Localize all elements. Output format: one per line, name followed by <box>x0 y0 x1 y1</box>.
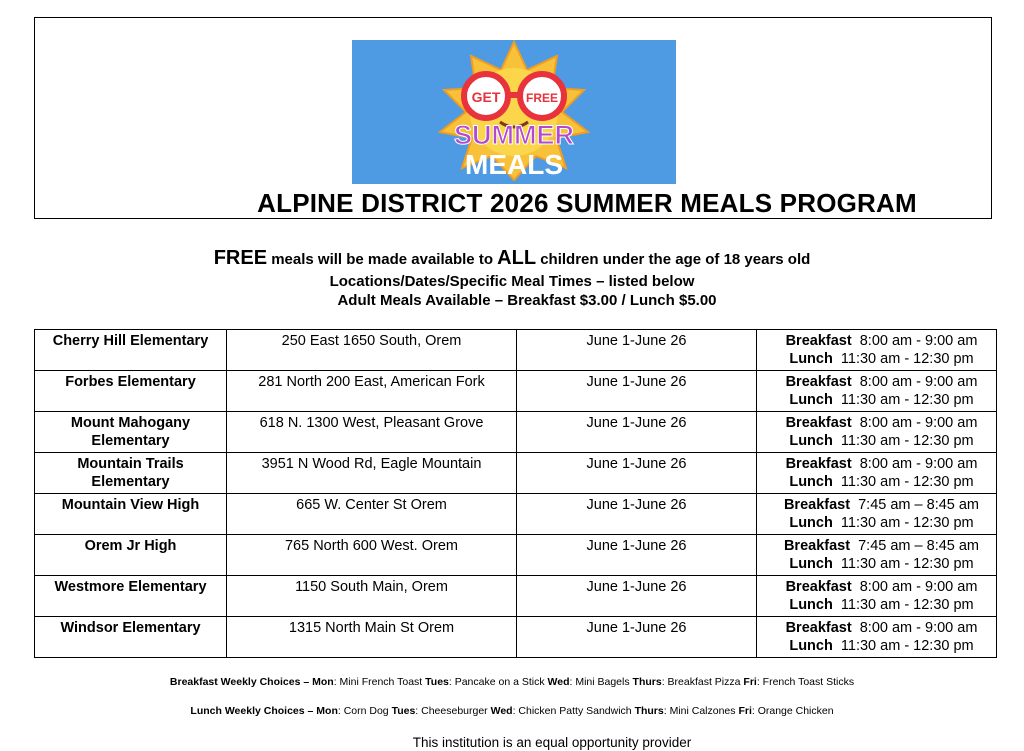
site-name: Forbes Elementary <box>35 371 227 412</box>
lunch-time <box>771 514 992 532</box>
site-address: 3951 N Wood Rd, Eagle Mountain <box>227 453 517 494</box>
table-row <box>35 371 997 412</box>
site-dates: June 1-June 26 <box>517 330 757 371</box>
site-times <box>757 617 997 658</box>
bc-wed: : Mini Bagels <box>569 676 633 688</box>
lunch-hours: 11:30 am - 12:30 pm <box>840 433 974 449</box>
site-address: 1150 South Main, Orem <box>227 576 517 617</box>
site-address: 665 W. Center St Orem <box>227 494 517 535</box>
breakfast-hours: 7:45 am – 8:45 am <box>858 538 980 554</box>
lc-mon: : Corn Dog <box>337 705 392 717</box>
lc-fri-label: Fri <box>738 705 752 717</box>
lunch-hours: 11:30 am - 12:30 pm <box>840 474 974 490</box>
breakfast-hours: 7:45 am – 8:45 am <box>858 497 980 513</box>
lunch-label: Lunch <box>789 638 833 654</box>
lunch-time <box>771 350 992 368</box>
site-name: Mountain View High <box>35 494 227 535</box>
breakfast-choices-heading: Breakfast Weekly Choices – <box>169 676 313 688</box>
site-dates: June 1-June 26 <box>517 576 757 617</box>
breakfast-hours: 8:00 am - 9:00 am <box>859 456 978 472</box>
all-emphasis: ALL <box>497 247 537 269</box>
breakfast-label: Breakfast <box>785 415 852 431</box>
site-times <box>757 535 997 576</box>
site-address: 281 North 200 East, American Fork <box>227 371 517 412</box>
lc-wed: : Chicken Patty Sandwich <box>512 705 635 717</box>
site-dates: June 1-June 26 <box>517 412 757 453</box>
site-name: Mountain Trails Elementary <box>35 453 227 494</box>
meal-sites-body <box>35 330 997 658</box>
breakfast-label: Breakfast <box>785 456 852 472</box>
bc-wed-label: Wed <box>547 676 570 688</box>
lunch-time <box>771 555 992 573</box>
breakfast-hours: 8:00 am - 9:00 am <box>859 620 978 636</box>
site-dates: June 1-June 26 <box>517 453 757 494</box>
summer-meals-logo <box>352 40 676 184</box>
table-row <box>35 330 997 371</box>
site-name: Windsor Elementary <box>35 617 227 658</box>
site-times <box>757 371 997 412</box>
site-dates: June 1-June 26 <box>517 617 757 658</box>
breakfast-label: Breakfast <box>783 538 851 554</box>
site-address: 250 East 1650 South, Orem <box>227 330 517 371</box>
site-name: Cherry Hill Elementary <box>35 330 227 371</box>
lunch-label: Lunch <box>789 433 833 449</box>
equal-opportunity-note: This institution is an equal opportunity provider <box>412 735 692 750</box>
lunch-hours: 11:30 am - 12:30 pm <box>840 556 974 572</box>
lc-tue-label: Tues <box>391 705 416 717</box>
site-times <box>757 576 997 617</box>
lunch-time <box>771 596 992 614</box>
bc-fri-label: Fri <box>743 676 757 688</box>
page-title: ALPINE DISTRICT 2026 SUMMER MEALS PROGRAM <box>257 188 917 218</box>
bc-fri: : French Toast Sticks <box>756 676 855 688</box>
lc-thu: : Mini Calzones <box>663 705 739 717</box>
lunch-time <box>771 432 992 450</box>
lc-fri: : Orange Chicken <box>751 705 834 717</box>
lunch-choices-heading: Lunch Weekly Choices – <box>190 705 317 717</box>
lunch-label: Lunch <box>789 515 833 531</box>
lunch-hours: 11:30 am - 12:30 pm <box>840 597 974 613</box>
lunch-label: Lunch <box>789 597 833 613</box>
logo-get-text: GET <box>471 89 501 105</box>
lunch-hours: 11:30 am - 12:30 pm <box>840 638 974 654</box>
bc-mon: : Mini French Toast <box>333 676 426 688</box>
lunch-label: Lunch <box>789 392 833 408</box>
breakfast-label: Breakfast <box>783 497 851 513</box>
bc-thu-label: Thurs <box>632 676 662 688</box>
site-name: Orem Jr High <box>35 535 227 576</box>
breakfast-choices <box>0 676 1024 688</box>
intro-text-end: children under the age of 18 years old <box>536 251 811 268</box>
lc-thu-label: Thurs <box>634 705 664 717</box>
lunch-hours: 11:30 am - 12:30 pm <box>840 392 974 408</box>
lunch-hours: 11:30 am - 12:30 pm <box>840 351 974 367</box>
breakfast-time <box>771 455 992 473</box>
bc-tue: : Pancake on a Stick <box>448 676 548 688</box>
lunch-time <box>771 473 992 491</box>
breakfast-label: Breakfast <box>785 620 852 636</box>
table-row <box>35 535 997 576</box>
site-address: 765 North 600 West. Orem <box>227 535 517 576</box>
summer-meals-sun-icon <box>352 40 676 184</box>
lunch-label: Lunch <box>789 474 833 490</box>
table-row <box>35 412 997 453</box>
intro-line-3: Adult Meals Available – Breakfast $3.00 / Lunch $5.00 <box>337 292 717 309</box>
intro-line-2: Locations/Dates/Specific Meal Times – listed below <box>329 273 695 290</box>
intro-line-1 <box>0 247 1024 270</box>
table-row <box>35 617 997 658</box>
site-times <box>757 453 997 494</box>
free-emphasis: FREE <box>213 247 268 269</box>
breakfast-label: Breakfast <box>785 579 852 595</box>
bc-tue-label: Tues <box>425 676 449 688</box>
table-row <box>35 494 997 535</box>
lunch-label: Lunch <box>789 351 833 367</box>
breakfast-label: Breakfast <box>785 333 852 349</box>
site-dates: June 1-June 26 <box>517 535 757 576</box>
breakfast-time <box>771 332 992 350</box>
lunch-hours: 11:30 am - 12:30 pm <box>840 515 974 531</box>
breakfast-hours: 8:00 am - 9:00 am <box>859 415 978 431</box>
breakfast-hours: 8:00 am - 9:00 am <box>859 579 978 595</box>
breakfast-hours: 8:00 am - 9:00 am <box>859 333 978 349</box>
table-row <box>35 453 997 494</box>
breakfast-time <box>771 414 992 432</box>
logo-summer-text: SUMMER <box>454 120 574 150</box>
breakfast-label: Breakfast <box>785 374 852 390</box>
logo-meals-text: MEALS <box>465 149 563 180</box>
lc-mon-label: Mon <box>316 705 338 717</box>
lc-wed-label: Wed <box>490 705 513 717</box>
site-times <box>757 412 997 453</box>
lunch-label: Lunch <box>789 556 833 572</box>
breakfast-time <box>771 578 992 596</box>
lunch-choices <box>0 705 1024 717</box>
breakfast-time <box>771 619 992 637</box>
breakfast-time <box>771 537 992 555</box>
lunch-time <box>771 391 992 409</box>
bc-mon-label: Mon <box>312 676 334 688</box>
breakfast-time <box>771 496 992 514</box>
lunch-time <box>771 637 992 655</box>
bc-thu: : Breakfast Pizza <box>661 676 744 688</box>
logo-free-text: FREE <box>525 91 559 105</box>
intro-text-mid: meals will be made available to <box>267 251 498 268</box>
site-name: Westmore Elementary <box>35 576 227 617</box>
site-times <box>757 330 997 371</box>
breakfast-hours: 8:00 am - 9:00 am <box>859 374 978 390</box>
site-address: 618 N. 1300 West, Pleasant Grove <box>227 412 517 453</box>
meal-sites-table <box>34 329 997 658</box>
breakfast-time <box>771 373 992 391</box>
table-row <box>35 576 997 617</box>
site-times <box>757 494 997 535</box>
site-dates: June 1-June 26 <box>517 371 757 412</box>
site-address: 1315 North Main St Orem <box>227 617 517 658</box>
site-dates: June 1-June 26 <box>517 494 757 535</box>
site-name: Mount Mahogany Elementary <box>35 412 227 453</box>
lc-tue: : Cheeseburger <box>415 705 491 717</box>
